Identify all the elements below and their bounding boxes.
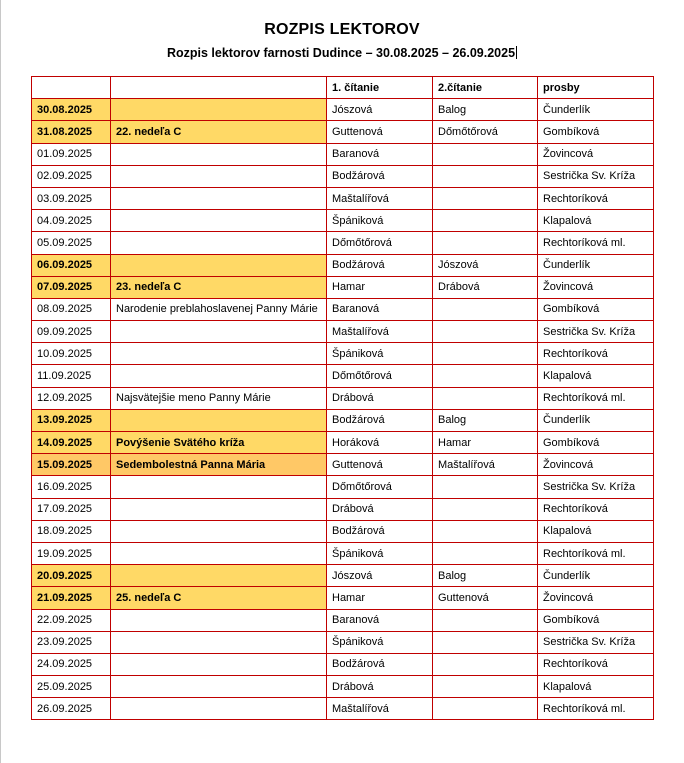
date-cell: 20.09.2025	[32, 565, 111, 587]
feast-cell	[111, 698, 327, 720]
prosby-cell: Žovincová	[538, 276, 654, 298]
feast-cell: Narodenie preblahoslavenej Panny Márie	[111, 298, 327, 320]
reading-2-cell	[433, 165, 538, 187]
reading-2-cell: Balog	[433, 409, 538, 431]
reading-2-cell	[433, 542, 538, 564]
table-row	[32, 498, 654, 520]
reading-2-cell	[433, 187, 538, 209]
table-row	[32, 387, 654, 409]
feast-cell	[111, 99, 327, 121]
date-cell: 04.09.2025	[32, 210, 111, 232]
reading-2-cell	[433, 365, 538, 387]
date-cell: 30.08.2025	[32, 99, 111, 121]
table-row	[32, 476, 654, 498]
table-row	[32, 587, 654, 609]
reading-2-cell	[433, 143, 538, 165]
date-cell: 13.09.2025	[32, 409, 111, 431]
reading-2-cell	[433, 609, 538, 631]
reading-2-cell	[433, 676, 538, 698]
date-cell: 14.09.2025	[32, 432, 111, 454]
date-cell: 22.09.2025	[32, 609, 111, 631]
date-cell: 24.09.2025	[32, 653, 111, 675]
feast-cell	[111, 565, 327, 587]
prosby-cell: Čunderlík	[538, 565, 654, 587]
date-cell: 25.09.2025	[32, 676, 111, 698]
table-row	[32, 698, 654, 720]
feast-cell	[111, 676, 327, 698]
table-row	[32, 165, 654, 187]
feast-cell	[111, 409, 327, 431]
header-prosby: prosby	[538, 77, 654, 99]
feast-cell: Sedembolestná Panna Mária	[111, 454, 327, 476]
reading-1-cell: Bodžárová	[327, 409, 433, 431]
table-row	[32, 121, 654, 143]
reading-2-cell: Hamar	[433, 432, 538, 454]
feast-cell	[111, 343, 327, 365]
table-row	[32, 276, 654, 298]
prosby-cell: Sestrička Sv. Kríža	[538, 165, 654, 187]
reading-1-cell: Guttenová	[327, 454, 433, 476]
date-cell: 18.09.2025	[32, 520, 111, 542]
reading-1-cell: Baranová	[327, 609, 433, 631]
prosby-cell: Sestrička Sv. Kríža	[538, 631, 654, 653]
prosby-cell: Žovincová	[538, 143, 654, 165]
reading-1-cell: Baranová	[327, 298, 433, 320]
reading-1-cell: Jószová	[327, 99, 433, 121]
feast-cell	[111, 232, 327, 254]
table-row	[32, 298, 654, 320]
prosby-cell: Sestrička Sv. Kríža	[538, 321, 654, 343]
reading-2-cell: Maštalířová	[433, 454, 538, 476]
reading-1-cell: Bodžárová	[327, 520, 433, 542]
reading-2-cell	[433, 520, 538, 542]
reading-1-cell: Špániková	[327, 343, 433, 365]
date-cell: 07.09.2025	[32, 276, 111, 298]
prosby-cell: Čunderlík	[538, 409, 654, 431]
feast-cell	[111, 187, 327, 209]
reading-1-cell: Bodžárová	[327, 165, 433, 187]
feast-cell: Najsvätejšie meno Panny Márie	[111, 387, 327, 409]
table-row	[32, 454, 654, 476]
page-edge	[0, 0, 1, 763]
text-cursor	[516, 46, 517, 59]
reading-2-cell: Dőmőtőrová	[433, 121, 538, 143]
prosby-cell: Klapalová	[538, 365, 654, 387]
reading-1-cell: Drábová	[327, 387, 433, 409]
date-cell: 17.09.2025	[32, 498, 111, 520]
reading-1-cell: Maštalířová	[327, 698, 433, 720]
feast-cell	[111, 631, 327, 653]
table-row	[32, 542, 654, 564]
feast-cell	[111, 476, 327, 498]
reading-1-cell: Maštalířová	[327, 321, 433, 343]
header-reading-1: 1. čítanie	[327, 77, 433, 99]
prosby-cell: Žovincová	[538, 454, 654, 476]
table-row	[32, 254, 654, 276]
table-row	[32, 653, 654, 675]
prosby-cell: Gombíková	[538, 609, 654, 631]
reading-1-cell: Jószová	[327, 565, 433, 587]
date-cell: 06.09.2025	[32, 254, 111, 276]
reading-2-cell	[433, 232, 538, 254]
prosby-cell: Gombíková	[538, 298, 654, 320]
reading-2-cell	[433, 698, 538, 720]
table-row	[32, 232, 654, 254]
feast-cell	[111, 365, 327, 387]
table-row	[32, 520, 654, 542]
reading-1-cell: Baranová	[327, 143, 433, 165]
reading-2-cell: Guttenová	[433, 587, 538, 609]
feast-cell	[111, 609, 327, 631]
prosby-cell: Rechtoríková ml.	[538, 232, 654, 254]
reading-2-cell	[433, 387, 538, 409]
reading-1-cell: Drábová	[327, 676, 433, 698]
prosby-cell: Rechtoríková ml.	[538, 387, 654, 409]
reading-2-cell	[433, 210, 538, 232]
date-cell: 11.09.2025	[32, 365, 111, 387]
page-subtitle	[0, 46, 684, 60]
table-row	[32, 321, 654, 343]
reading-2-cell	[433, 631, 538, 653]
feast-cell	[111, 520, 327, 542]
reading-1-cell: Hamar	[327, 276, 433, 298]
prosby-cell: Klapalová	[538, 520, 654, 542]
feast-cell	[111, 498, 327, 520]
reading-2-cell	[433, 321, 538, 343]
reading-2-cell	[433, 653, 538, 675]
prosby-cell: Čunderlík	[538, 99, 654, 121]
prosby-cell: Rechtoríková	[538, 498, 654, 520]
table-row	[32, 432, 654, 454]
table-row	[32, 210, 654, 232]
date-cell: 16.09.2025	[32, 476, 111, 498]
feast-cell	[111, 165, 327, 187]
reading-2-cell	[433, 498, 538, 520]
prosby-cell: Klapalová	[538, 210, 654, 232]
reading-2-cell: Balog	[433, 99, 538, 121]
prosby-cell: Rechtoríková	[538, 187, 654, 209]
prosby-cell: Žovincová	[538, 587, 654, 609]
table-row	[32, 565, 654, 587]
prosby-cell: Rechtoríková	[538, 653, 654, 675]
table-row	[32, 409, 654, 431]
table-row	[32, 187, 654, 209]
date-cell: 08.09.2025	[32, 298, 111, 320]
prosby-cell: Rechtoríková ml.	[538, 698, 654, 720]
reading-1-cell: Dőmőtőrová	[327, 365, 433, 387]
date-cell: 26.09.2025	[32, 698, 111, 720]
feast-cell: 23. nedeľa C	[111, 276, 327, 298]
prosby-cell: Gombíková	[538, 432, 654, 454]
table-row	[32, 609, 654, 631]
prosby-cell: Čunderlík	[538, 254, 654, 276]
prosby-cell: Rechtoríková	[538, 343, 654, 365]
reading-2-cell	[433, 298, 538, 320]
feast-cell	[111, 653, 327, 675]
reading-2-cell: Balog	[433, 565, 538, 587]
date-cell: 01.09.2025	[32, 143, 111, 165]
table-row	[32, 631, 654, 653]
reading-2-cell: Jószová	[433, 254, 538, 276]
reading-1-cell: Špániková	[327, 631, 433, 653]
reading-1-cell: Dőmőtőrová	[327, 476, 433, 498]
prosby-cell: Gombíková	[538, 121, 654, 143]
table-header-row	[32, 77, 654, 99]
header-reading-2: 2.čítanie	[433, 77, 538, 99]
table-row	[32, 676, 654, 698]
reading-1-cell: Hamar	[327, 587, 433, 609]
date-cell: 21.09.2025	[32, 587, 111, 609]
reading-2-cell	[433, 476, 538, 498]
date-cell: 15.09.2025	[32, 454, 111, 476]
prosby-cell: Sestrička Sv. Kríža	[538, 476, 654, 498]
feast-cell	[111, 210, 327, 232]
table-row	[32, 365, 654, 387]
reading-2-cell: Drábová	[433, 276, 538, 298]
prosby-cell: Rechtoríková ml.	[538, 542, 654, 564]
feast-cell: 25. nedeľa C	[111, 587, 327, 609]
feast-cell	[111, 542, 327, 564]
date-cell: 03.09.2025	[32, 187, 111, 209]
reading-1-cell: Maštalířová	[327, 187, 433, 209]
date-cell: 10.09.2025	[32, 343, 111, 365]
subtitle-text: Rozpis lektorov farnosti Dudince – 30.08.2025 – 26.09.2025	[166, 46, 516, 60]
date-cell: 12.09.2025	[32, 387, 111, 409]
reading-1-cell: Bodžárová	[327, 254, 433, 276]
date-cell: 31.08.2025	[32, 121, 111, 143]
table-row	[32, 143, 654, 165]
reading-1-cell: Horáková	[327, 432, 433, 454]
header-feast	[111, 77, 327, 99]
table-row	[32, 343, 654, 365]
date-cell: 09.09.2025	[32, 321, 111, 343]
feast-cell	[111, 254, 327, 276]
feast-cell	[111, 143, 327, 165]
reading-1-cell: Dőmőtőrová	[327, 232, 433, 254]
prosby-cell: Klapalová	[538, 676, 654, 698]
date-cell: 23.09.2025	[32, 631, 111, 653]
header-date	[32, 77, 111, 99]
reading-2-cell	[433, 343, 538, 365]
date-cell: 19.09.2025	[32, 542, 111, 564]
page-title: ROZPIS LEKTOROV	[264, 21, 420, 38]
reading-1-cell: Špániková	[327, 210, 433, 232]
feast-cell: Povýšenie Svätého kríža	[111, 432, 327, 454]
reading-1-cell: Guttenová	[327, 121, 433, 143]
reading-1-cell: Špániková	[327, 542, 433, 564]
date-cell: 02.09.2025	[32, 165, 111, 187]
table-row	[32, 99, 654, 121]
reading-1-cell: Bodžárová	[327, 653, 433, 675]
feast-cell	[111, 321, 327, 343]
feast-cell: 22. nedeľa C	[111, 121, 327, 143]
lector-schedule-table	[31, 76, 654, 720]
date-cell: 05.09.2025	[32, 232, 111, 254]
reading-1-cell: Drábová	[327, 498, 433, 520]
